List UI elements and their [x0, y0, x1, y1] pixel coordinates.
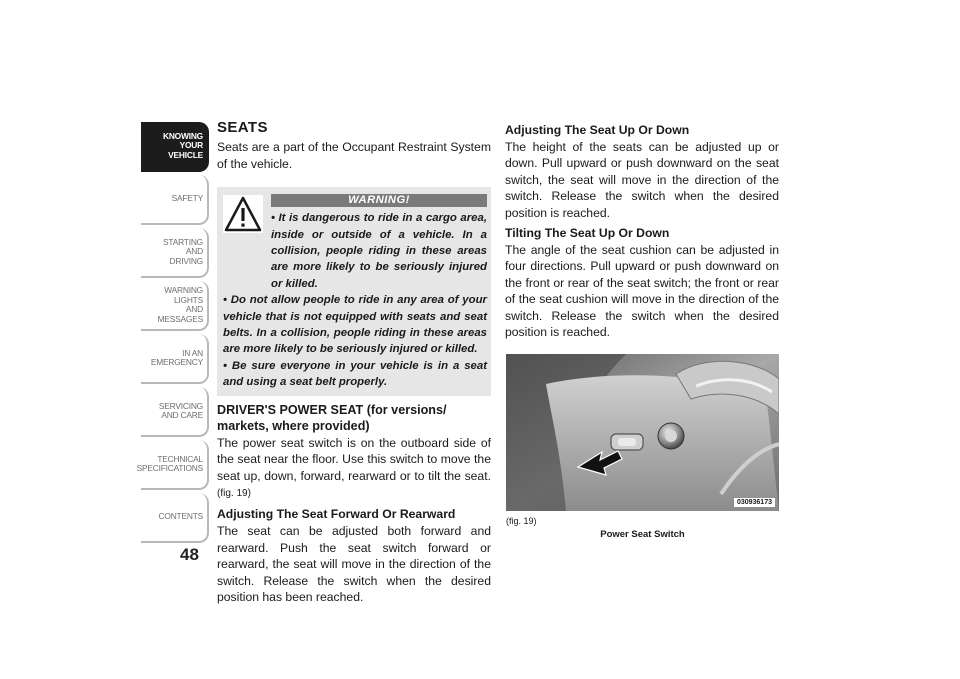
- tab-label: DRIVING: [169, 255, 203, 266]
- page-number: 48: [180, 545, 199, 564]
- warning-item: • It is dangerous to ride in a cargo area, inside or outside of a vehicle. In a collision, people riding in these areas are more likely to be seriously injured or killed.: [271, 212, 487, 290]
- tab-starting-and-driving[interactable]: [141, 228, 209, 278]
- tab-label: CONTENTS: [158, 511, 203, 522]
- tab-safety[interactable]: [141, 175, 209, 225]
- warning-list: [223, 210, 487, 390]
- tab-label: SERVICING: [158, 400, 203, 411]
- tab-label: IN AN: [182, 347, 203, 358]
- tab-in-an-emergency[interactable]: [141, 334, 209, 384]
- figure-label: (fig. 19): [506, 516, 537, 526]
- tab-knowing-your-vehicle[interactable]: [141, 122, 209, 172]
- tab-label: MESSAGES: [157, 313, 203, 324]
- tab-label: TECHNICAL: [157, 453, 203, 464]
- figure-caption: Power Seat Switch: [600, 529, 685, 540]
- tilt-heading: Tilting The Seat Up Or Down: [505, 226, 670, 241]
- power-seat-text: The power seat switch is on the outboard side of the seat near the floor. Use this switch to move the seat up, down, forward, rearward or to tilt the seat.: [217, 435, 491, 483]
- tab-label: EMERGENCY: [150, 357, 203, 367]
- forward-rearward-heading: Adjusting The Seat Forward Or Rearward: [217, 507, 456, 522]
- figure-code: 030936173: [734, 498, 775, 507]
- tab-servicing-and-care[interactable]: [141, 387, 209, 437]
- tilt-paragraph: The angle of the seat cushion can be adjusted in four directions. Pull upward or push downward on the front or rear of the seat switch; the front or rear of the seat cushion will move in the direction of the switch. Release the switch when the desired position is reached.: [505, 243, 779, 340]
- warning-box: [217, 187, 491, 395]
- power-seat-paragraph: [217, 435, 491, 503]
- warning-label: WARNING!: [271, 194, 487, 207]
- tab-label: LIGHTS: [173, 294, 203, 305]
- power-seat-heading: DRIVER'S POWER SEAT (for versions/ markets, where provided): [217, 402, 447, 433]
- seat-switch-illustration: [506, 354, 779, 511]
- figure-reference-link[interactable]: (fig. 19): [217, 487, 251, 499]
- tab-label: STARTING: [163, 236, 203, 247]
- tab-label: AND CARE: [161, 410, 203, 420]
- forward-rearward-paragraph: The seat can be adjusted both forward and rearward. Push the seat switch forward or rearward, the seat will move in the direction of the switch. Release the switch when the desired position has been reached.: [217, 524, 491, 604]
- tab-label: AND: [185, 246, 203, 257]
- up-down-heading: Adjusting The Seat Up Or Down: [505, 123, 690, 137]
- tab-label: AND: [185, 304, 203, 314]
- right-column: [505, 122, 779, 340]
- tab-label: KNOWING: [162, 130, 203, 141]
- tab-label: YOUR: [179, 140, 203, 151]
- tab-technical-specifications[interactable]: [136, 440, 209, 490]
- power-seat-switch-figure: [506, 354, 779, 511]
- tab-warning-lights-and-messages[interactable]: [141, 281, 209, 331]
- tab-label: VEHICLE: [168, 149, 203, 160]
- warning-triangle-icon: [223, 195, 263, 233]
- tab-label: SPECIFICATIONS: [136, 463, 203, 473]
- intro-paragraph: Seats are a part of the Occupant Restraint System of the vehicle.: [217, 140, 491, 171]
- up-down-paragraph: The height of the seats can be adjusted up or down. Pull upward or push downward on the seat switch, the seat will move in the direction of the switch. Release the switch when the desired position is reached.: [505, 140, 779, 220]
- tab-label: WARNING: [164, 285, 203, 295]
- warning-item: • Do not allow people to ride in any area of your vehicle that is not equipped with seats and seat belts. In a collision, people riding in these areas are more likely to be seriously injured or killed.: [223, 294, 487, 356]
- left-column: [217, 120, 491, 605]
- warning-item: • Be sure everyone in your vehicle is in a seat and using a seat belt properly.: [223, 359, 487, 389]
- tab-contents[interactable]: [141, 493, 209, 543]
- section-title: SEATS: [217, 119, 268, 136]
- tab-label: SAFETY: [171, 193, 203, 204]
